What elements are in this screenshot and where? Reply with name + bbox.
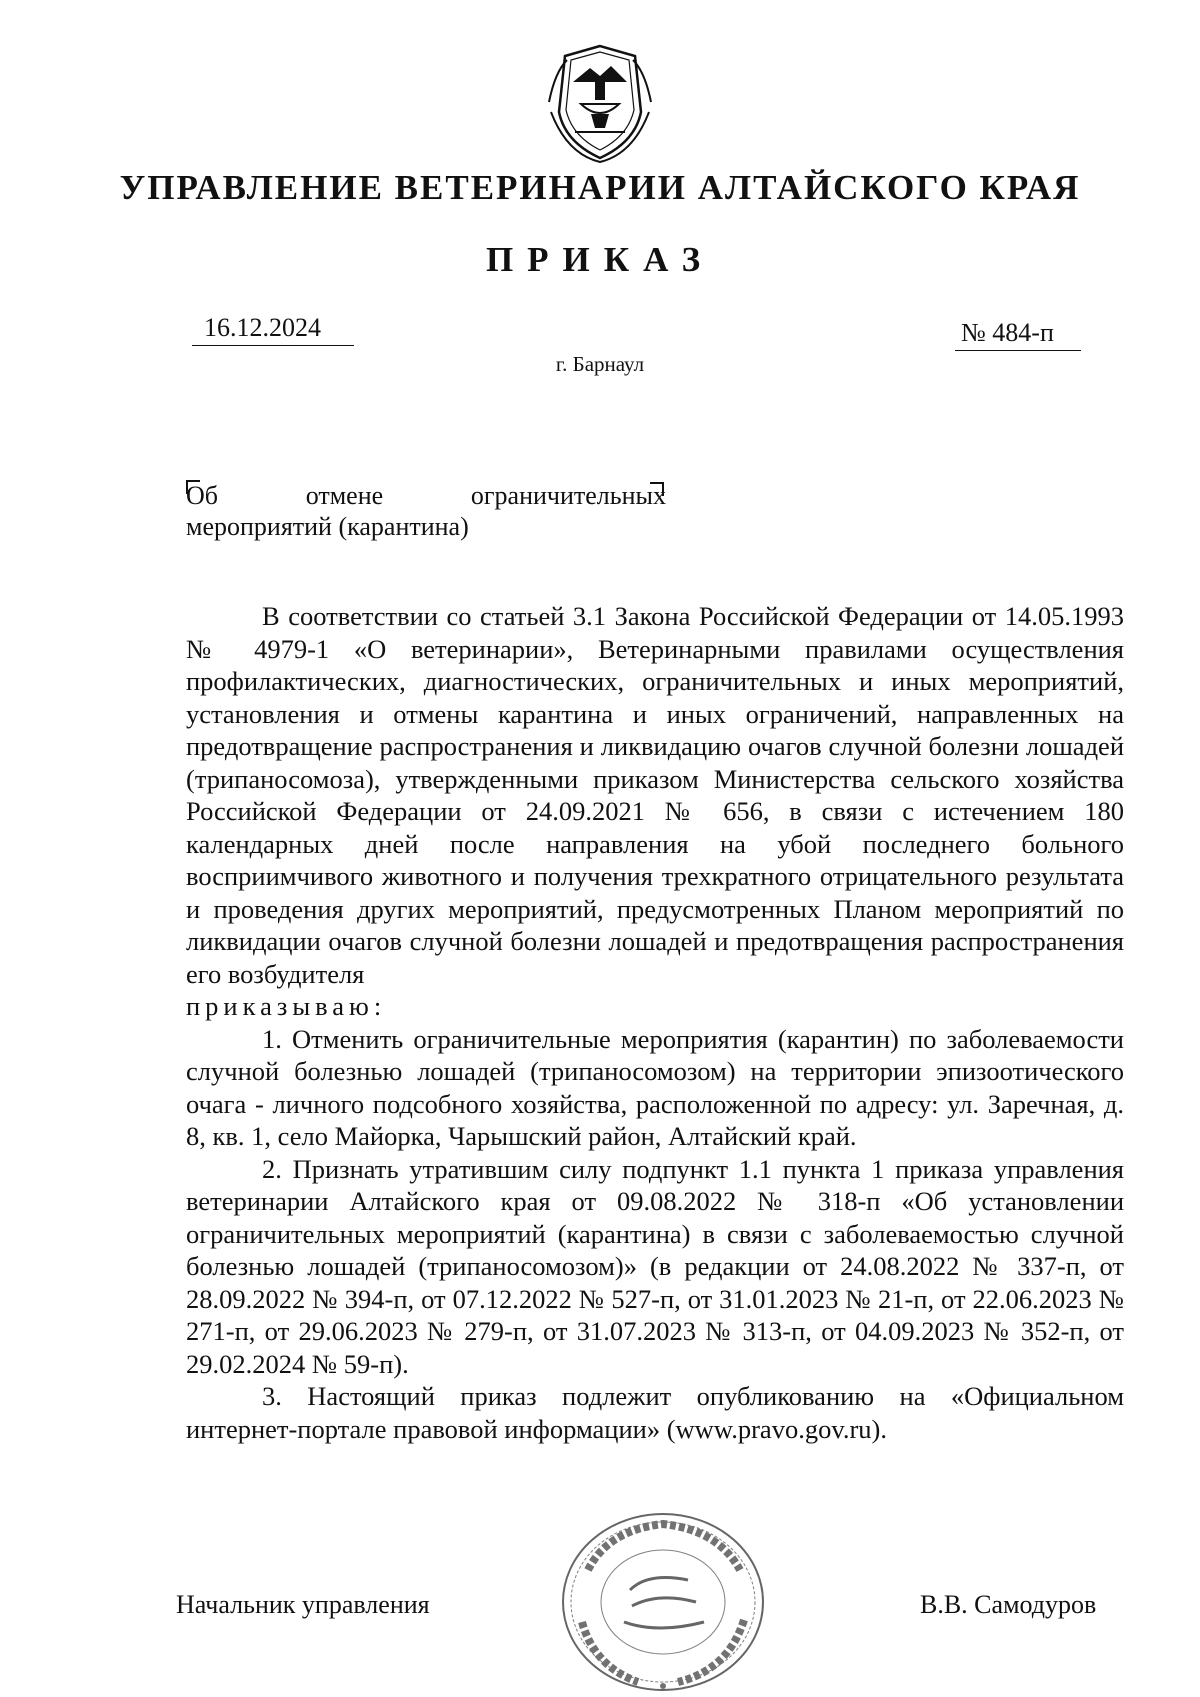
body-item-2: 2. Признать утратившим силу подпункт 1.1 пункта 1 приказа управления ветеринарии Алтайского края от 09.08.2022 № 318-п «Об установлении ограничительных мероприятий (карантина) в связи с заболеваемостью случной болезнью лошадей (трипаносомозом)» (в редакции от 24.08.2022 № 337-п, от 28.09.2022 № 394-п, от 07.12.2022 № 527-п, от 31.01.2023 № 21-п, от 22.06.2023 № 271-п, от 29.06.2023 № 279-п, от 31.07.2023 № 313-п, от 04.09.2023 № 352-п, от 29.02.2024 № 59-п). — [186, 1153, 1124, 1379]
document-subject — [186, 480, 666, 542]
document-date: 16.12.2024 — [192, 313, 354, 346]
subject-line-1 — [186, 480, 666, 511]
subject-word: Об — [186, 481, 219, 510]
body-command: приказываю: — [186, 991, 387, 1021]
signature-name: В.В. Самодуров — [920, 1590, 1097, 1619]
document-city: г. Барнаул — [555, 352, 645, 376]
coat-of-arms-emblem — [545, 42, 655, 164]
document-number: № 484-п — [955, 318, 1081, 351]
subject-word: ограничительных — [470, 481, 666, 510]
body-preamble: В соответствии со статьей 3.1 Закона Российской Федерации от 14.05.1993 № 4979-1 «О ветеринарии», Ветеринарными правилами осуществления профилактических, диагностических, ограничительных и иных мероприятий, установления и отмены карантина и иных ограничений, направленных на предотвращение распространения и ликвидацию очагов случной болезни лошадей (трипаносомоза), утвержденными приказом Министерства сельского хозяйства Российской Федерации от 24.09.2021 № 656, в связи с истечением 180 календарных дней после направления на убой последнего больного восприимчивого животного и получения трехкратного отрицательного результата и проведения других мероприятий, предусмотренных Планом мероприятий по ликвидации очагов случной болезни лошадей и предотвращения распространения его возбудителя — [186, 601, 1124, 989]
subject-line-2: мероприятий (карантина) — [186, 512, 469, 541]
body-item-3: 3. Настоящий приказ подлежит опубликованию на «Официальном интернет-портале правовой информации» (www.pravo.gov.ru). — [186, 1381, 1124, 1444]
official-stamp — [558, 1510, 768, 1694]
document-body — [186, 600, 1124, 1445]
body-item-1: 1. Отменить ограничительные мероприятия (карантин) по заболеваемости случной болезнью лошадей (трипаносомозом) на территории эпизоотического очага - личного подсобного хозяйства, расположенной по адресу: ул. Заречная, д. 8, кв. 1, село Майорка, Чарышский район, Алтайский край. — [186, 1023, 1124, 1151]
document-type-title: ПРИКАЗ — [485, 240, 715, 279]
organization-title: УПРАВЛЕНИЕ ВЕТЕРИНАРИИ АЛТАЙСКОГО КРАЯ — [119, 168, 1081, 207]
subject-word: отмене — [305, 481, 384, 510]
signature-position: Начальник управления — [176, 1590, 430, 1619]
